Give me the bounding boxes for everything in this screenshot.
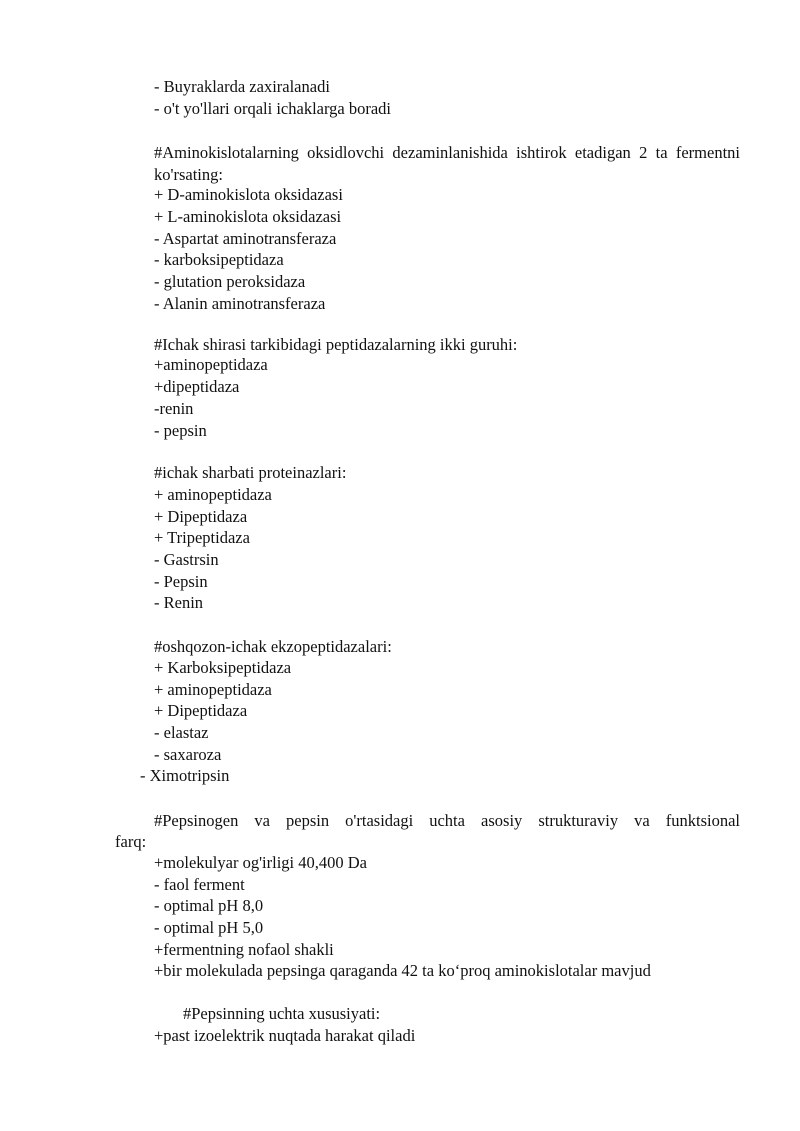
answer-option: - pepsin [154,421,207,440]
answer-option: + Tripeptidaza [154,528,250,547]
answer-option: +aminopeptidaza [154,355,268,374]
answer-option: - Pepsin [154,572,208,591]
question-text: #Pepsinning uchta xususiyati: [183,1004,381,1023]
answer-option: + aminopeptidaza [154,680,272,699]
question-text: #Aminokislotalarning oksidlovchi dezaminlanishida ishtirok etadigan 2 ta fermentni ko'rsating: [154,143,740,184]
answer-option: -renin [154,399,194,418]
answer-option: - Ximotripsin [140,766,230,785]
answer-option: - optimal pH 5,0 [154,918,264,937]
answer-option: - o't yo'llari orqali ichaklarga boradi [154,99,392,118]
answer-option: - Buyraklarda zaxiralanadi [154,77,330,96]
answer-option: - elastaz [154,723,209,742]
answer-option: + D-aminokislota oksidazasi [154,185,343,204]
answer-option: - glutation peroksidaza [154,272,306,291]
answer-option: +molekulyar og'irligi 40,400 Da [154,853,367,872]
answer-option: - faol ferment [154,875,245,894]
answer-option: +fermentning nofaol shakli [154,940,334,959]
answer-option: + Dipeptidaza [154,507,248,526]
answer-option: - optimal pH 8,0 [154,896,264,915]
answer-option: +past izoelektrik nuqtada harakat qiladi [154,1026,416,1045]
answer-option: + Dipeptidaza [154,701,248,720]
answer-option: +bir molekulada pepsinga qaraganda 42 ta ko‘proq aminokislotalar mavjud [154,961,651,980]
answer-option: +dipeptidaza [154,377,240,396]
answer-option: + Karboksipeptidaza [154,658,292,677]
answer-option: - karboksipeptidaza [154,250,284,269]
question-text: #Pepsinogen va pepsin o'rtasidagi uchta asosiy strukturaviy va funktsional [154,811,740,830]
answer-option: - Renin [154,593,204,612]
answer-option: - Alanin aminotransferaza [154,294,326,313]
question-text: #Ichak shirasi tarkibidagi peptidazalarning ikki guruhi: [154,335,518,354]
question-text: #oshqozon-ichak ekzopeptidazalari: [154,637,392,656]
answer-option: - Gastrsin [154,550,219,569]
question-text-continued: farq: [115,832,147,851]
answer-option: + L-aminokislota oksidazasi [154,207,342,226]
answer-option: - saxaroza [154,745,222,764]
question-text: #ichak sharbati proteinazlari: [154,463,347,482]
answer-option: + aminopeptidaza [154,485,272,504]
answer-option: - Aspartat aminotransferaza [154,229,337,248]
